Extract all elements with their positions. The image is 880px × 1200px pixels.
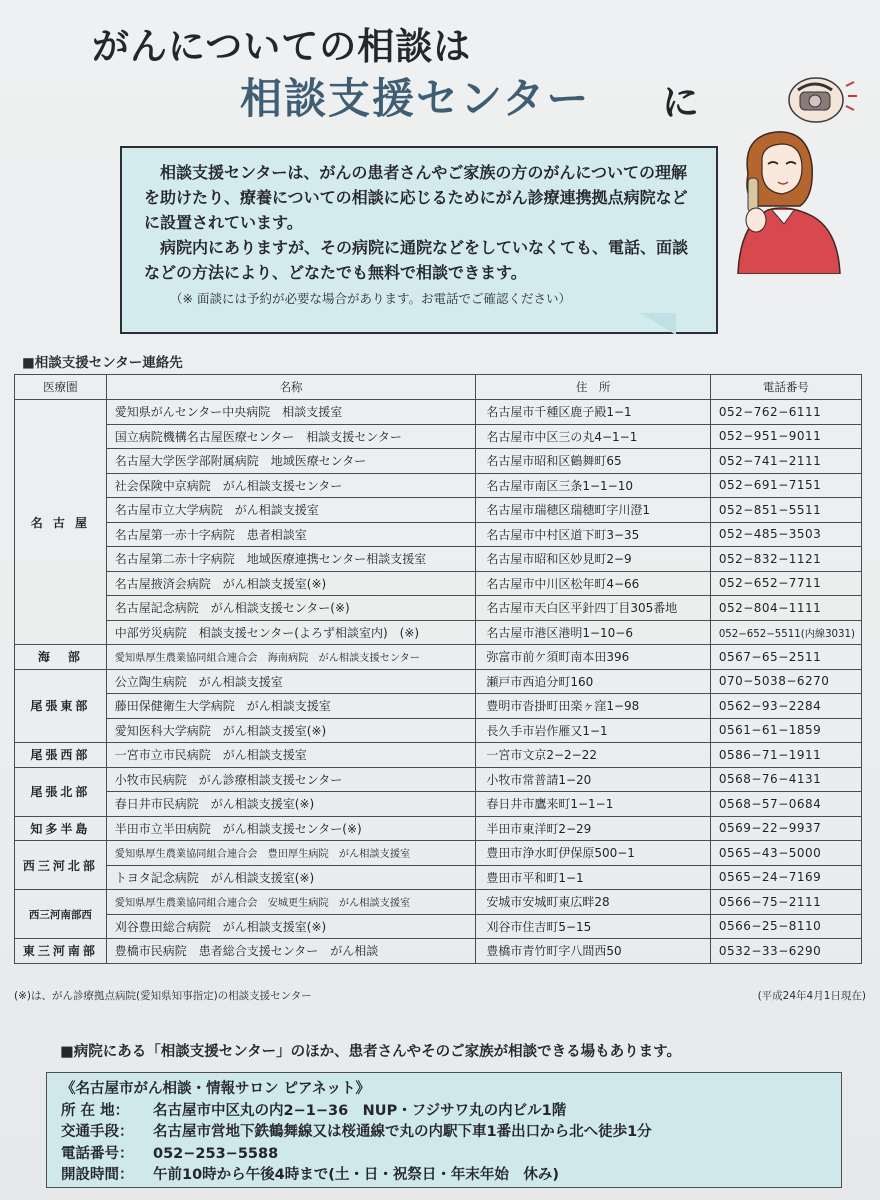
column-header-phone: 電話番号 — [710, 375, 861, 400]
table-row — [15, 767, 862, 792]
phone-cell: 0567−65−2511 — [710, 645, 861, 670]
table-row — [15, 596, 862, 621]
hospital-name-cell: 豊橋市民病院 患者総合支援センター がん相談 — [106, 939, 476, 964]
hospital-name-cell: 愛知県がんセンター中央病院 相談支援室 — [106, 400, 476, 425]
hospital-name-cell: 愛知県厚生農業協同組合連合会 豊田厚生病院 がん相談支援室 — [106, 841, 476, 866]
salon-info-panel — [46, 1072, 842, 1188]
table-row — [15, 400, 862, 425]
salon-access-value: 名古屋市営地下鉄鶴舞線又は桜通線で丸の内駅下車1番出口から北へ徒歩1分 — [153, 1124, 652, 1140]
address-cell: 名古屋市南区三条1−1−10 — [476, 473, 710, 498]
page-title-line2: 相談支援センター — [240, 74, 591, 123]
hospital-name-cell: 名古屋第一赤十字病院 患者相談室 — [106, 522, 476, 547]
region-cell: 尾張東部 — [15, 669, 107, 743]
phone-cell: 0568−76−4131 — [710, 767, 861, 792]
address-cell: 長久手市岩作雁又1−1 — [476, 718, 710, 743]
hospital-name-cell: 愛知県厚生農業協同組合連合会 安城更生病院 がん相談支援室 — [106, 890, 476, 915]
hospital-name-cell: 半田市立半田病院 がん相談支援センター(※) — [106, 816, 476, 841]
salon-access-label: 交通手段： — [61, 1124, 134, 1140]
page-title-line1: がんについての相談は — [92, 25, 472, 68]
address-cell: 名古屋市中川区松年町4−66 — [476, 571, 710, 596]
intro-paragraph-1: 相談支援センターは、がんの患者さんやご家族の方のがんについての理解を助けたり、療養についての相談に応じるためにがん診療連携拠点病院などに設置されています。 — [144, 163, 688, 232]
hospital-name-cell: 愛知県厚生農業協同組合連合会 海南病院 がん相談支援センター — [106, 645, 476, 670]
hospital-name-cell: 社会保険中京病院 がん相談支援センター — [106, 473, 476, 498]
table-row — [15, 498, 862, 523]
phone-cell: 0562−93−2284 — [710, 694, 861, 719]
hospital-name-cell: 国立病院機構名古屋医療センター 相談支援センター — [106, 424, 476, 449]
woman-phone-illustration — [728, 74, 868, 274]
hospital-name-cell: 名古屋市立大学病院 がん相談支援室 — [106, 498, 476, 523]
address-cell: 安城市安城町東広畔28 — [476, 890, 710, 915]
table-row — [15, 816, 862, 841]
address-cell: 刈谷市住吉町5−15 — [476, 914, 710, 939]
hospital-name-cell: 愛知医科大学病院 がん相談支援室(※) — [106, 718, 476, 743]
table-row — [15, 694, 862, 719]
salon-phone-row — [61, 1144, 827, 1166]
intro-panel — [120, 146, 718, 334]
intro-note: （※ 面談には予約が必要な場合があります。お電話でご確認ください） — [170, 291, 571, 306]
table-row — [15, 571, 862, 596]
address-cell: 半田市東洋町2−29 — [476, 816, 710, 841]
phone-cell: 052−485−3503 — [710, 522, 861, 547]
address-cell: 豊田市平和町1−1 — [476, 865, 710, 890]
as-of-date: (平成24年4月1日現在) — [757, 990, 866, 1002]
hospital-name-cell: 刈谷豊田総合病院 がん相談支援室(※) — [106, 914, 476, 939]
hospital-name-cell: トヨタ記念病院 がん相談支援室(※) — [106, 865, 476, 890]
table-header-row — [15, 375, 862, 400]
contacts-table-body — [15, 400, 862, 964]
phone-cell: 052−652−5511(内線3031) — [710, 620, 861, 645]
table-row — [15, 718, 862, 743]
phone-cell: 0561−61−1859 — [710, 718, 861, 743]
phone-cell: 052−804−1111 — [710, 596, 861, 621]
page-title-particle: に — [662, 81, 699, 124]
address-cell: 小牧市常普請1−20 — [476, 767, 710, 792]
address-cell: 名古屋市瑞穂区瑞穂町字川澄1 — [476, 498, 710, 523]
salon-hours-row — [61, 1165, 827, 1187]
hospital-name-cell: 公立陶生病院 がん相談支援室 — [106, 669, 476, 694]
salon-hours-value: 午前10時から午後4時まで(土・日・祝祭日・年末年始 休み) — [153, 1167, 560, 1183]
region-cell: 西三河南部西 — [15, 890, 107, 939]
contacts-section-heading: ■相談支援センター連絡先 — [22, 355, 183, 371]
phone-cell: 052−951−9011 — [710, 424, 861, 449]
region-cell: 知多半島 — [15, 816, 107, 841]
address-cell: 名古屋市中村区道下町3−35 — [476, 522, 710, 547]
table-row — [15, 743, 862, 768]
hospital-name-cell: 名古屋記念病院 がん相談支援センター(※) — [106, 596, 476, 621]
address-cell: 弥富市前ケ須町南本田396 — [476, 645, 710, 670]
phone-cell: 052−832−1121 — [710, 547, 861, 572]
phone-cell: 052−762−6111 — [710, 400, 861, 425]
hospital-name-cell: 中部労災病院 相談支援センター(よろず相談室内) (※) — [106, 620, 476, 645]
hospital-name-cell: 名古屋掖済会病院 がん相談支援室(※) — [106, 571, 476, 596]
address-cell: 豊田市浄水町伊保原500−1 — [476, 841, 710, 866]
phone-cell: 0586−71−1911 — [710, 743, 861, 768]
table-row — [15, 792, 862, 817]
salon-title: 《名古屋市がん相談・情報サロン ピアネット》 — [61, 1081, 370, 1097]
table-row — [15, 841, 862, 866]
address-cell: 豊橋市青竹町字八間西50 — [476, 939, 710, 964]
hospital-name-cell: 春日井市民病院 がん相談支援室(※) — [106, 792, 476, 817]
column-header-address: 住 所 — [476, 375, 710, 400]
region-cell: 東三河南部 — [15, 939, 107, 964]
phone-cell: 0565−24−7169 — [710, 865, 861, 890]
hospital-name-cell: 小牧市民病院 がん診療相談支援センター — [106, 767, 476, 792]
region-cell: 西三河北部 — [15, 841, 107, 890]
region-cell: 尾張西部 — [15, 743, 107, 768]
hospital-name-cell: 名古屋大学医学部附属病院 地域医療センター — [106, 449, 476, 474]
hospital-name-cell: 一宮市立市民病院 がん相談支援室 — [106, 743, 476, 768]
page-curl-corner — [640, 313, 676, 335]
salon-phone-label: 電話番号： — [61, 1145, 134, 1162]
table-row — [15, 547, 862, 572]
column-header-region: 医療圏 — [15, 375, 107, 400]
contacts-table — [14, 374, 862, 964]
address-cell: 名古屋市港区港明1−10−6 — [476, 620, 710, 645]
table-row — [15, 449, 862, 474]
phone-cell: 052−691−7151 — [710, 473, 861, 498]
address-cell: 名古屋市昭和区妙見町2−9 — [476, 547, 710, 572]
table-row — [15, 865, 862, 890]
hospital-name-cell: 藤田保健衛生大学病院 がん相談支援室 — [106, 694, 476, 719]
salon-location-row — [61, 1101, 827, 1123]
phone-cell: 0566−25−8110 — [710, 914, 861, 939]
table-row — [15, 424, 862, 449]
phone-cell: 070−5038−6270 — [710, 669, 861, 694]
salon-phone-value: 052−253−5588 — [153, 1145, 279, 1162]
region-cell: 海 部 — [15, 645, 107, 670]
table-row — [15, 939, 862, 964]
column-header-name: 名称 — [106, 375, 476, 400]
phone-cell: 052−652−7711 — [710, 571, 861, 596]
phone-cell: 0568−57−0684 — [710, 792, 861, 817]
other-places-heading: ■病院にある「相談支援センター」のほか、患者さんやそのご家族が相談できる場もあります。 — [60, 1044, 681, 1060]
table-footnote: (※)は、がん診療拠点病院(愛知県知事指定)の相談支援センター — [14, 990, 312, 1002]
phone-cell: 052−741−2111 — [710, 449, 861, 474]
phone-cell: 052−851−5511 — [710, 498, 861, 523]
region-cell: 名 古 屋 — [15, 400, 107, 645]
phone-cell: 0566−75−2111 — [710, 890, 861, 915]
table-row — [15, 473, 862, 498]
salon-hours-label: 開設時間： — [61, 1167, 134, 1183]
phone-cell: 0565−43−5000 — [710, 841, 861, 866]
table-row — [15, 620, 862, 645]
address-cell: 名古屋市天白区平針四丁目305番地 — [476, 596, 710, 621]
salon-access-row — [61, 1122, 827, 1144]
table-row — [15, 890, 862, 915]
address-cell: 名古屋市中区三の丸4−1−1 — [476, 424, 710, 449]
salon-location-label: 所 在 地： — [61, 1102, 130, 1119]
salon-location-value: 名古屋市中区丸の内2−1−36 NUP・フジサワ丸の内ビル1階 — [153, 1102, 567, 1119]
address-cell: 春日井市鷹来町1−1−1 — [476, 792, 710, 817]
table-row — [15, 914, 862, 939]
table-row — [15, 645, 862, 670]
intro-paragraph-2: 病院内にありますが、その病院に通院などをしていなくても、電話、面談などの方法により、どなたでも無料で相談できます。 — [144, 238, 689, 282]
address-cell: 豊明市沓掛町田楽ヶ窪1−98 — [476, 694, 710, 719]
hospital-name-cell: 名古屋第二赤十字病院 地域医療連携センター相談支援室 — [106, 547, 476, 572]
table-row — [15, 669, 862, 694]
phone-cell: 0569−22−9937 — [710, 816, 861, 841]
address-cell: 瀬戸市西追分町160 — [476, 669, 710, 694]
table-row — [15, 522, 862, 547]
region-cell: 尾張北部 — [15, 767, 107, 816]
phone-cell: 0532−33−6290 — [710, 939, 861, 964]
address-cell: 名古屋市千種区鹿子殿1−1 — [476, 400, 710, 425]
address-cell: 名古屋市昭和区鶴舞町65 — [476, 449, 710, 474]
address-cell: 一宮市文京2−2−22 — [476, 743, 710, 768]
